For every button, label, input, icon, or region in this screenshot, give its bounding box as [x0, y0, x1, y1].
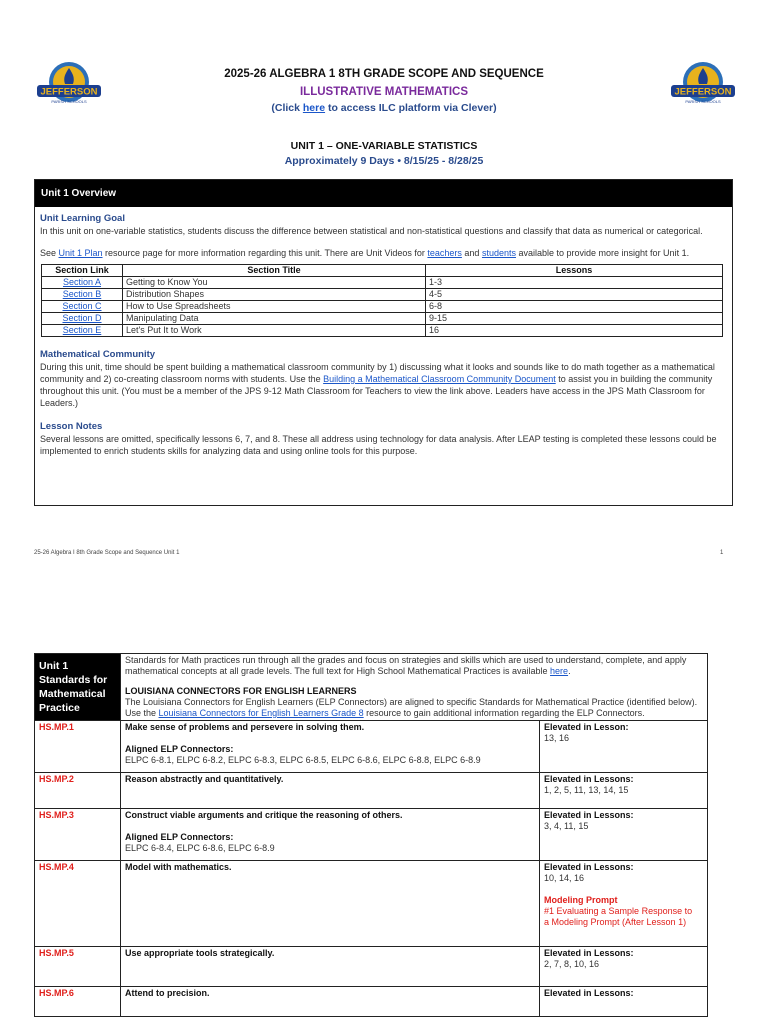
- section-title: Distribution Shapes: [123, 289, 426, 301]
- elp-heading: LOUISIANA CONNECTORS FOR ENGLISH LEARNERS: [125, 686, 357, 696]
- see-suffix: available to provide more insight for Unit 1.: [515, 248, 690, 258]
- section-lessons: 16: [426, 325, 723, 337]
- elevated-heading: Elevated in Lessons:: [544, 988, 634, 998]
- page-number: 1: [720, 550, 724, 556]
- aligned-heading: Aligned ELP Connectors:: [125, 832, 234, 842]
- lesson-notes-heading: Lesson Notes: [40, 421, 103, 432]
- click-suffix: to access ILC platform via Clever): [325, 102, 497, 114]
- elevated-lessons: 3, 4, 11, 15: [544, 821, 589, 831]
- standard-title: Construct viable arguments and critique the reasoning of others.: [125, 810, 403, 820]
- jefferson-logo-left: [34, 58, 104, 108]
- standards-table: [34, 653, 708, 1017]
- standard-code: HS.MP.4: [35, 861, 121, 947]
- col-header-section-title: Section Title: [123, 265, 426, 277]
- intro-end: .: [568, 666, 571, 676]
- see-mid: resource page for more information regarding this unit. There are Unit Videos for: [102, 248, 428, 258]
- col-header-lessons: Lessons: [426, 265, 723, 277]
- standard-title: Use appropriate tools strategically.: [125, 948, 275, 958]
- learning-goal-text: In this unit on one-variable statistics, students discuss the difference between statistical and non-statistical questions and classify that data as numerical or categorical.: [40, 226, 703, 236]
- standard-code: HS.MP.6: [35, 987, 121, 1017]
- table-row: [35, 861, 708, 947]
- modeling-prompt-heading: Modeling Prompt: [544, 895, 618, 905]
- ilc-platform-link[interactable]: here: [302, 102, 326, 114]
- standards-intro-cell: [121, 654, 708, 721]
- teachers-video-link[interactable]: teachers: [427, 248, 462, 258]
- unit-plan-link[interactable]: Unit 1 Plan: [58, 248, 103, 258]
- click-prefix: (Click: [271, 102, 303, 114]
- table-row: [42, 289, 723, 301]
- modeling-prompt-text: #1 Evaluating a Sample Response to a Modeling Prompt (After Lesson 1): [544, 906, 693, 927]
- elevated-heading: Elevated in Lessons:: [544, 948, 634, 958]
- lesson-notes-text: Several lessons are omitted, specifically lessons 6, 7, and 8. These all address using technology for data analysis. After LEAP testing is completed these lessons could be implemented to enrich students skills for analyzing data and using online tools for this purpose.: [40, 434, 717, 456]
- document-subtitle: ILLUSTRATIVE MATHEMATICS: [299, 86, 468, 98]
- platform-access-line: [130, 102, 638, 114]
- standard-title: Model with mathematics.: [125, 862, 232, 872]
- unit-overview-box: [34, 179, 733, 506]
- unit-dates: Approximately 9 Days • 8/15/25 - 8/28/25: [284, 155, 484, 167]
- section-title: Let's Put It to Work: [123, 325, 426, 337]
- elevated-heading: Elevated in Lessons:: [544, 774, 634, 784]
- elevated-lessons: 1, 2, 5, 11, 13, 14, 15: [544, 785, 629, 795]
- section-c-link[interactable]: Section C: [62, 301, 102, 311]
- section-lessons: 6-8: [426, 301, 723, 313]
- elevated-lessons: 2, 7, 8, 10, 16: [544, 959, 600, 969]
- section-title: Getting to Know You: [123, 277, 426, 289]
- standard-title: Attend to precision.: [125, 988, 210, 998]
- students-video-link[interactable]: students: [481, 248, 516, 258]
- logo-subtext: PARISH SCHOOLS: [51, 99, 87, 104]
- section-title: How to Use Spreadsheets: [123, 301, 426, 313]
- aligned-connectors: ELPC 6-8.1, ELPC 6-8.2, ELPC 6-8.3, ELPC 6-8.5, ELPC 6-8.6, ELPC 6-8.8, ELPC 6-8.9: [125, 755, 481, 765]
- logo-subtext: PARISH SCHOOLS: [685, 99, 721, 104]
- see-prefix: See: [40, 248, 59, 258]
- document-title: 2025-26 ALGEBRA 1 8TH GRADE SCOPE AND SEQUENCE: [224, 68, 544, 80]
- aligned-connectors: ELPC 6-8.4, ELPC 6-8.6, ELPC 6-8.9: [125, 843, 275, 853]
- standard-code: HS.MP.2: [35, 773, 121, 809]
- table-row: [42, 313, 723, 325]
- elevated-heading: Elevated in Lessons:: [544, 810, 634, 820]
- section-d-link[interactable]: Section D: [62, 313, 102, 323]
- sections-table: [41, 264, 723, 337]
- table-row: [42, 301, 723, 313]
- elp-suffix: resource to gain additional information regarding the ELP Connectors.: [363, 708, 645, 718]
- mathematical-practices-link[interactable]: here: [550, 666, 569, 676]
- page-footer: 25-26 Algebra I 8th Grade Scope and Sequence Unit 1: [34, 550, 180, 556]
- section-title: Manipulating Data: [123, 313, 426, 325]
- section-b-link[interactable]: Section B: [62, 289, 102, 299]
- community-heading: Mathematical Community: [40, 349, 156, 360]
- standard-title: Reason abstractly and quantitatively.: [125, 774, 284, 784]
- community-document-link[interactable]: Building a Mathematical Classroom Community Document: [323, 374, 556, 384]
- table-row: [35, 773, 708, 809]
- learning-goal-heading: Unit Learning Goal: [40, 213, 125, 224]
- elp-connectors-link[interactable]: Louisiana Connectors for English Learners Grade 8: [158, 708, 364, 718]
- elevated-heading: Elevated in Lesson:: [544, 722, 629, 732]
- standard-code: HS.MP.1: [35, 721, 121, 773]
- logo-wordmark: JEFFERSON: [40, 86, 98, 98]
- standards-intro: [125, 655, 703, 677]
- table-row: [35, 987, 708, 1017]
- elp-text: [125, 697, 703, 719]
- intro-text: Standards for Math practices run through all the grades and focus on strategies and skills which are used to understand, complete, and apply mathematical concepts at all grade levels. The full text for High School Mathematical Practices is available: [125, 655, 687, 676]
- section-a-link[interactable]: Section A: [62, 277, 102, 287]
- table-row: [42, 325, 723, 337]
- community-suffix: to assist you in building the community throughout this unit. (You must be a member of the JPS 9-12 Math Classroom for Teachers to view the link above. Leaders have access in the JPS Math Classroom for Leaders.): [40, 374, 713, 408]
- elevated-lessons: 10, 14, 16: [544, 873, 585, 883]
- and-text: and: [461, 248, 482, 258]
- table-row: [35, 721, 708, 773]
- standard-title: Make sense of problems and persevere in solving them.: [125, 722, 365, 732]
- logo-wordmark: JEFFERSON: [674, 86, 732, 98]
- standards-label: Unit 1 Standards for Mathematical Practice: [35, 654, 121, 721]
- table-row: [35, 809, 708, 861]
- table-row: [35, 654, 708, 721]
- standard-code: HS.MP.3: [35, 809, 121, 861]
- elevated-heading: Elevated in Lessons:: [544, 862, 634, 872]
- col-header-section-link: Section Link: [42, 265, 123, 277]
- elevated-lessons: 13, 16: [544, 733, 570, 743]
- section-lessons: 9-15: [426, 313, 723, 325]
- table-row: [42, 277, 723, 289]
- section-lessons: 4-5: [426, 289, 723, 301]
- community-prefix: During this unit, time should be spent building a mathematical classroom community by 1) discussing what it looks and sounds like to do math together as a mathematical community and 2) co-creating classroom norms with students. Use the: [40, 362, 715, 384]
- elp-prefix: The Louisiana Connectors for English Learners (ELP Connectors) are aligned to specific Standards for Mathematical Practice (identified below). Use the: [125, 697, 698, 718]
- aligned-heading: Aligned ELP Connectors:: [125, 744, 234, 754]
- unit-title: UNIT 1 – ONE-VARIABLE STATISTICS: [290, 140, 478, 152]
- table-row: [35, 947, 708, 987]
- community-text: [40, 361, 727, 409]
- jefferson-logo-right: [668, 58, 738, 108]
- overview-heading: Unit 1 Overview: [35, 180, 732, 207]
- section-e-link[interactable]: Section E: [62, 325, 102, 335]
- standard-code: HS.MP.5: [35, 947, 121, 987]
- section-lessons: 1-3: [426, 277, 723, 289]
- unit-plan-paragraph: [40, 247, 727, 259]
